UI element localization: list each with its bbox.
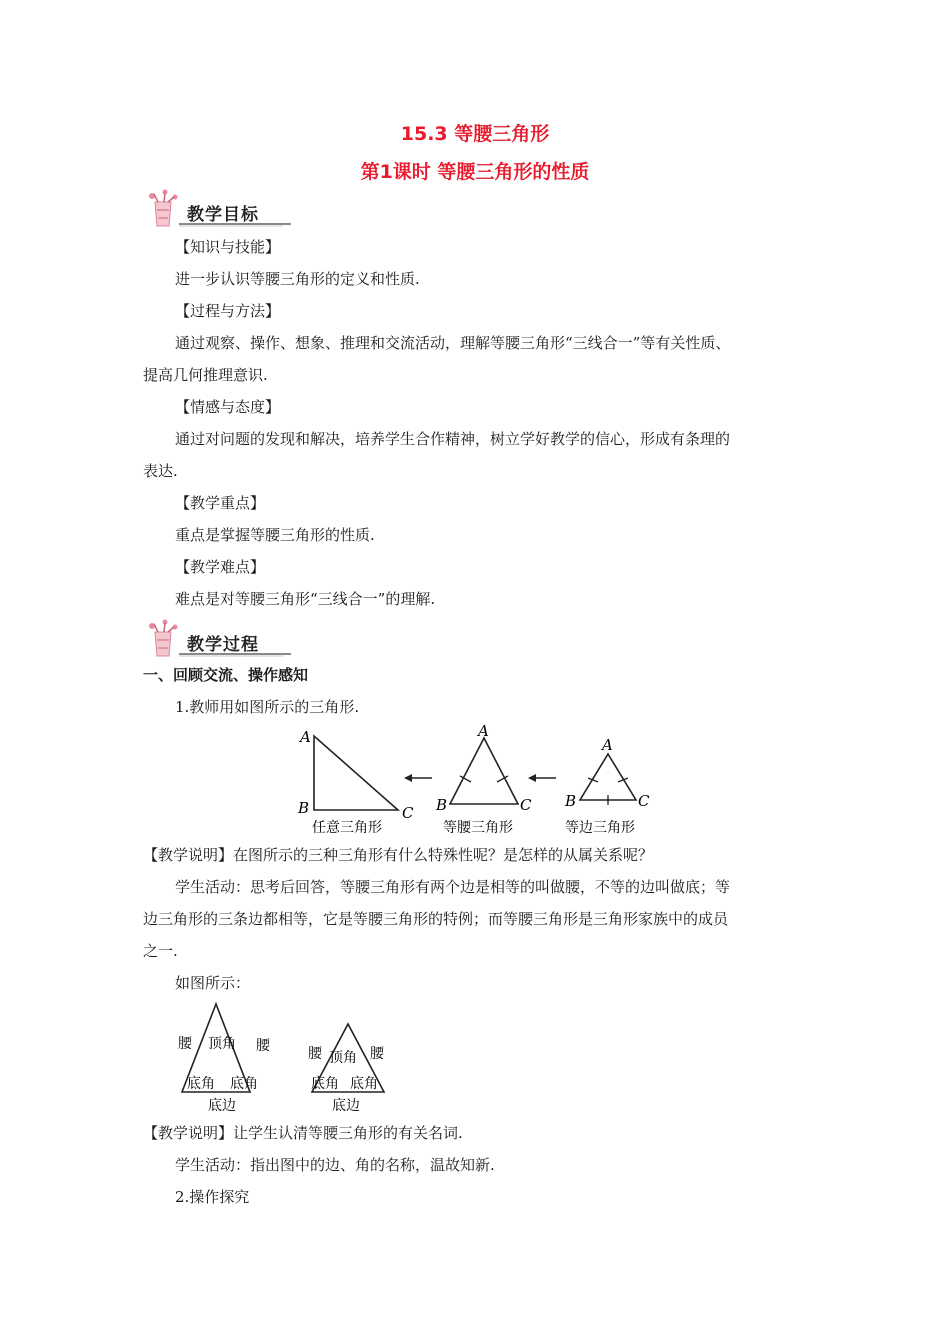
subsection-heading: 一、回顾交流、操作感知 xyxy=(143,666,309,684)
base-angle-label: 底角 xyxy=(230,1076,258,1092)
caption-arbitrary: 任意三角形 xyxy=(312,820,382,836)
label-attitude: 【情感与态度】 xyxy=(175,398,281,416)
vertex-label-b: B xyxy=(565,792,577,810)
arrow-left-icon xyxy=(528,774,536,782)
vertex-label-a: A xyxy=(300,728,311,746)
caption-isosceles: 等腰三角形 xyxy=(443,820,513,836)
page-subtitle: 第1课时 等腰三角形的性质 xyxy=(360,161,590,183)
equilateral-triangle xyxy=(580,754,636,800)
text-line: 重点是掌握等腰三角形的性质. xyxy=(175,526,375,544)
text-line: 学生活动：指出图中的边、角的名称，温故知新. xyxy=(175,1156,495,1174)
leg-label: 腰 xyxy=(370,1046,384,1062)
base-angle-label: 底角 xyxy=(187,1076,215,1092)
text-line: 之一. xyxy=(143,942,178,960)
vertex-label-c: C xyxy=(520,796,532,814)
label-difficulty: 【教学难点】 xyxy=(175,558,266,576)
isosceles-triangle xyxy=(450,738,518,804)
leg-label: 腰 xyxy=(256,1038,270,1054)
text-line: 边三角形的三条边都相等，它是等腰三角形的特例；而等腰三角形是三角形家族中的成员 xyxy=(143,910,729,928)
text-line: 进一步认识等腰三角形的定义和性质. xyxy=(175,270,420,288)
apex-angle-label: 顶角 xyxy=(208,1036,236,1052)
label-process: 【过程与方法】 xyxy=(175,302,281,320)
text-line: 2.操作探究 xyxy=(175,1188,250,1206)
arrow-left-icon xyxy=(404,774,412,782)
vertex-label-c: C xyxy=(638,792,650,810)
apex-angle-label: 顶角 xyxy=(329,1050,357,1066)
base-angle-label: 底角 xyxy=(350,1076,378,1092)
text-line: 【教学说明】让学生认清等腰三角形的有关名词. xyxy=(143,1124,463,1142)
vertex-label-c: C xyxy=(402,804,414,822)
triangle-types-figure xyxy=(290,722,670,840)
text-line: 学生活动：思考后回答，等腰三角形有两个边是相等的叫做腰，不等的边叫做底；等 xyxy=(175,878,731,896)
arbitrary-triangle xyxy=(314,736,398,810)
text-line: 如图所示： xyxy=(175,974,251,992)
text-line: 1.教师用如图所示的三角形. xyxy=(175,698,360,716)
text-line: 通过对问题的发现和解决，培养学生合作精神，树立学好教学的信心，形成有条理的 xyxy=(175,430,731,448)
vertex-label-a: A xyxy=(478,722,489,740)
vertex-label-b: B xyxy=(436,796,448,814)
isosceles-parts-figure xyxy=(170,1000,400,1118)
base-label: 底边 xyxy=(208,1098,236,1114)
text-line: 提高几何推理意识. xyxy=(143,366,268,384)
leg-label: 腰 xyxy=(308,1046,322,1062)
text-line: 难点是对等腰三角形“三线合一”的理解. xyxy=(175,590,436,608)
base-angle-label: 底角 xyxy=(311,1076,339,1092)
section-header-process xyxy=(143,618,293,660)
caption-equilateral: 等边三角形 xyxy=(565,820,635,836)
base-label: 底边 xyxy=(332,1098,360,1114)
vertex-label-a: A xyxy=(602,736,613,754)
section-header-objectives xyxy=(143,188,293,230)
section-header-label: 教学目标 xyxy=(187,205,259,225)
section-header-label: 教学过程 xyxy=(187,635,259,655)
leg-label: 腰 xyxy=(178,1036,192,1052)
text-line: 通过观察、操作、想象、推理和交流活动，理解等腰三角形“三线合一”等有关性质、 xyxy=(175,334,731,352)
page-title: 15.3 等腰三角形 xyxy=(400,123,550,145)
label-key-point: 【教学重点】 xyxy=(175,494,266,512)
text-line: 表达. xyxy=(143,462,178,480)
text-line: 【教学说明】在图所示的三种三角形有什么特殊性呢？是怎样的从属关系呢？ xyxy=(143,846,654,864)
vertex-label-b: B xyxy=(298,799,310,817)
label-knowledge: 【知识与技能】 xyxy=(175,238,281,256)
